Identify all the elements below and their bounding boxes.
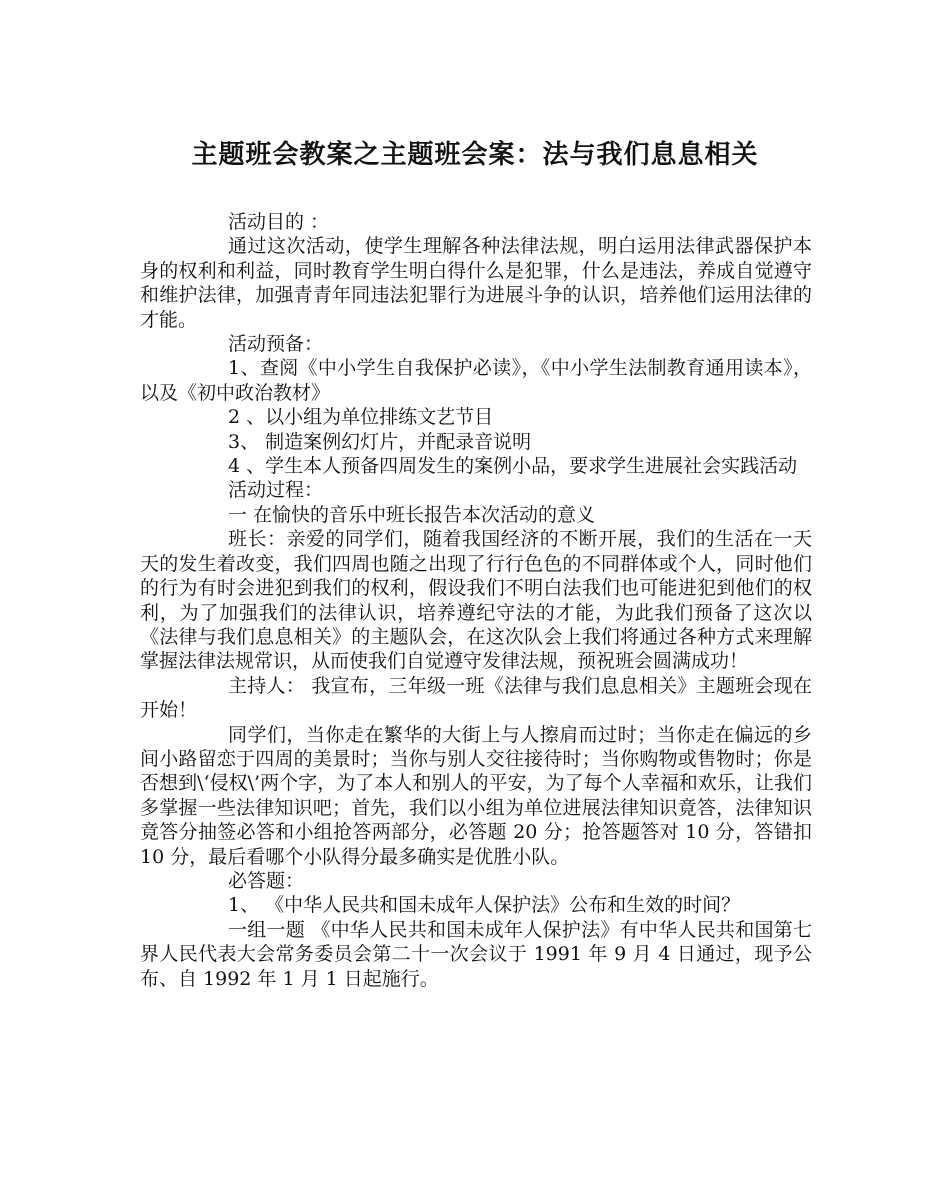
paragraph-preparation-2: 2 、以小组为单位排练文艺节目: [228, 406, 494, 429]
paragraph-purpose-heading: 活动目的 ：: [228, 211, 330, 233]
paragraph-host-announcement: 主持人： 我宣布，三年级一班《法律与我们息息相关》主题班会现在开始！: [140, 674, 812, 722]
paragraph-preparation-heading: 活动预备：: [228, 333, 324, 356]
paragraph-purpose: 通过这次活动，使学生理解各种法律法规，明白运用法律武器保护本身的权利和利益，同时教育学生明白得什么是犯罪，什么是违法，养成自觉遵守和维护法律，加强青青年同违法犯罪行为进展斗争的认识，培养他们运用法律的才能。: [140, 235, 812, 331]
paragraph-preparation-4: 4 、学生本人预备四周发生的案例小品，要求学生进展社会实践活动: [228, 455, 798, 478]
paragraph-preparation-3: 3、 制造案例幻灯片，并配录音说明: [228, 430, 532, 453]
document-title: 主题班会教案之主题班会案：法与我们息息相关: [191, 140, 759, 170]
paragraph-quiz-intro: 同学们，当你走在繁华的大街上与人擦肩而过时；当你走在偏远的乡间小路留恋于四周的美景时；当你与别人交往接待时；当你购物或售物时；你是否想到\‘侵权\’两个字，为了本人和别人的平安，为了每个人幸福和欢乐，让我们多掌握一些法律知识吧；首先，我们以小组为单位进展法律知识竟答，法律知识竟答分抽签必答和小组抢答两部分，必答题 20 分；抢答题答对 10 分，答错扣 10 分，最后看哪个小队得分最多确实是优胜小队。: [140, 723, 812, 868]
document-body: [140, 210, 812, 991]
paragraph-monitor-speech: 班长：亲爱的同学们，随着我国经济的不断开展，我们的生活在一天天的发生着改变，我们四周也随之出现了行行色色的不同群体或个人，同时他们的行为有时会进犯到我们的权利，假设我们不明白法我们也可能进犯到他们的权利，为了加强我们的法律认识，培养遵纪守法的才能，为此我们预备了这次以《法律与我们息息相关》的主题队会，在这次队会上我们将通过各种方式来理解掌握法律法规常识，从而使我们自觉遵守发律法规，预祝班会圆满成功！: [140, 528, 812, 673]
paragraph-question-1: 1、 《中华人民共和国未成年人保护法》公布和生效的时间？: [228, 894, 741, 917]
paragraph-required-heading: 必答题：: [228, 869, 305, 892]
paragraph-process-step-1: 一 在愉快的音乐中班长报告本次活动的意义: [228, 503, 596, 526]
paragraph-preparation-1: 1、查阅《中小学生自我保护必读》，《中小学生法制教育通用读本》，以及《初中政治教材》: [140, 357, 812, 404]
paragraph-answer-1: 一组一题 《中华人民共和国未成年人保护法》有中华人民共和国第七界人民代表大会常务委员会第二十一次会议于 1991 年 9 月 4 日通过，现予公布、自 1992 年 1 月 1 日起施行。: [140, 918, 812, 990]
paragraph-process-heading: 活动过程：: [228, 479, 324, 502]
